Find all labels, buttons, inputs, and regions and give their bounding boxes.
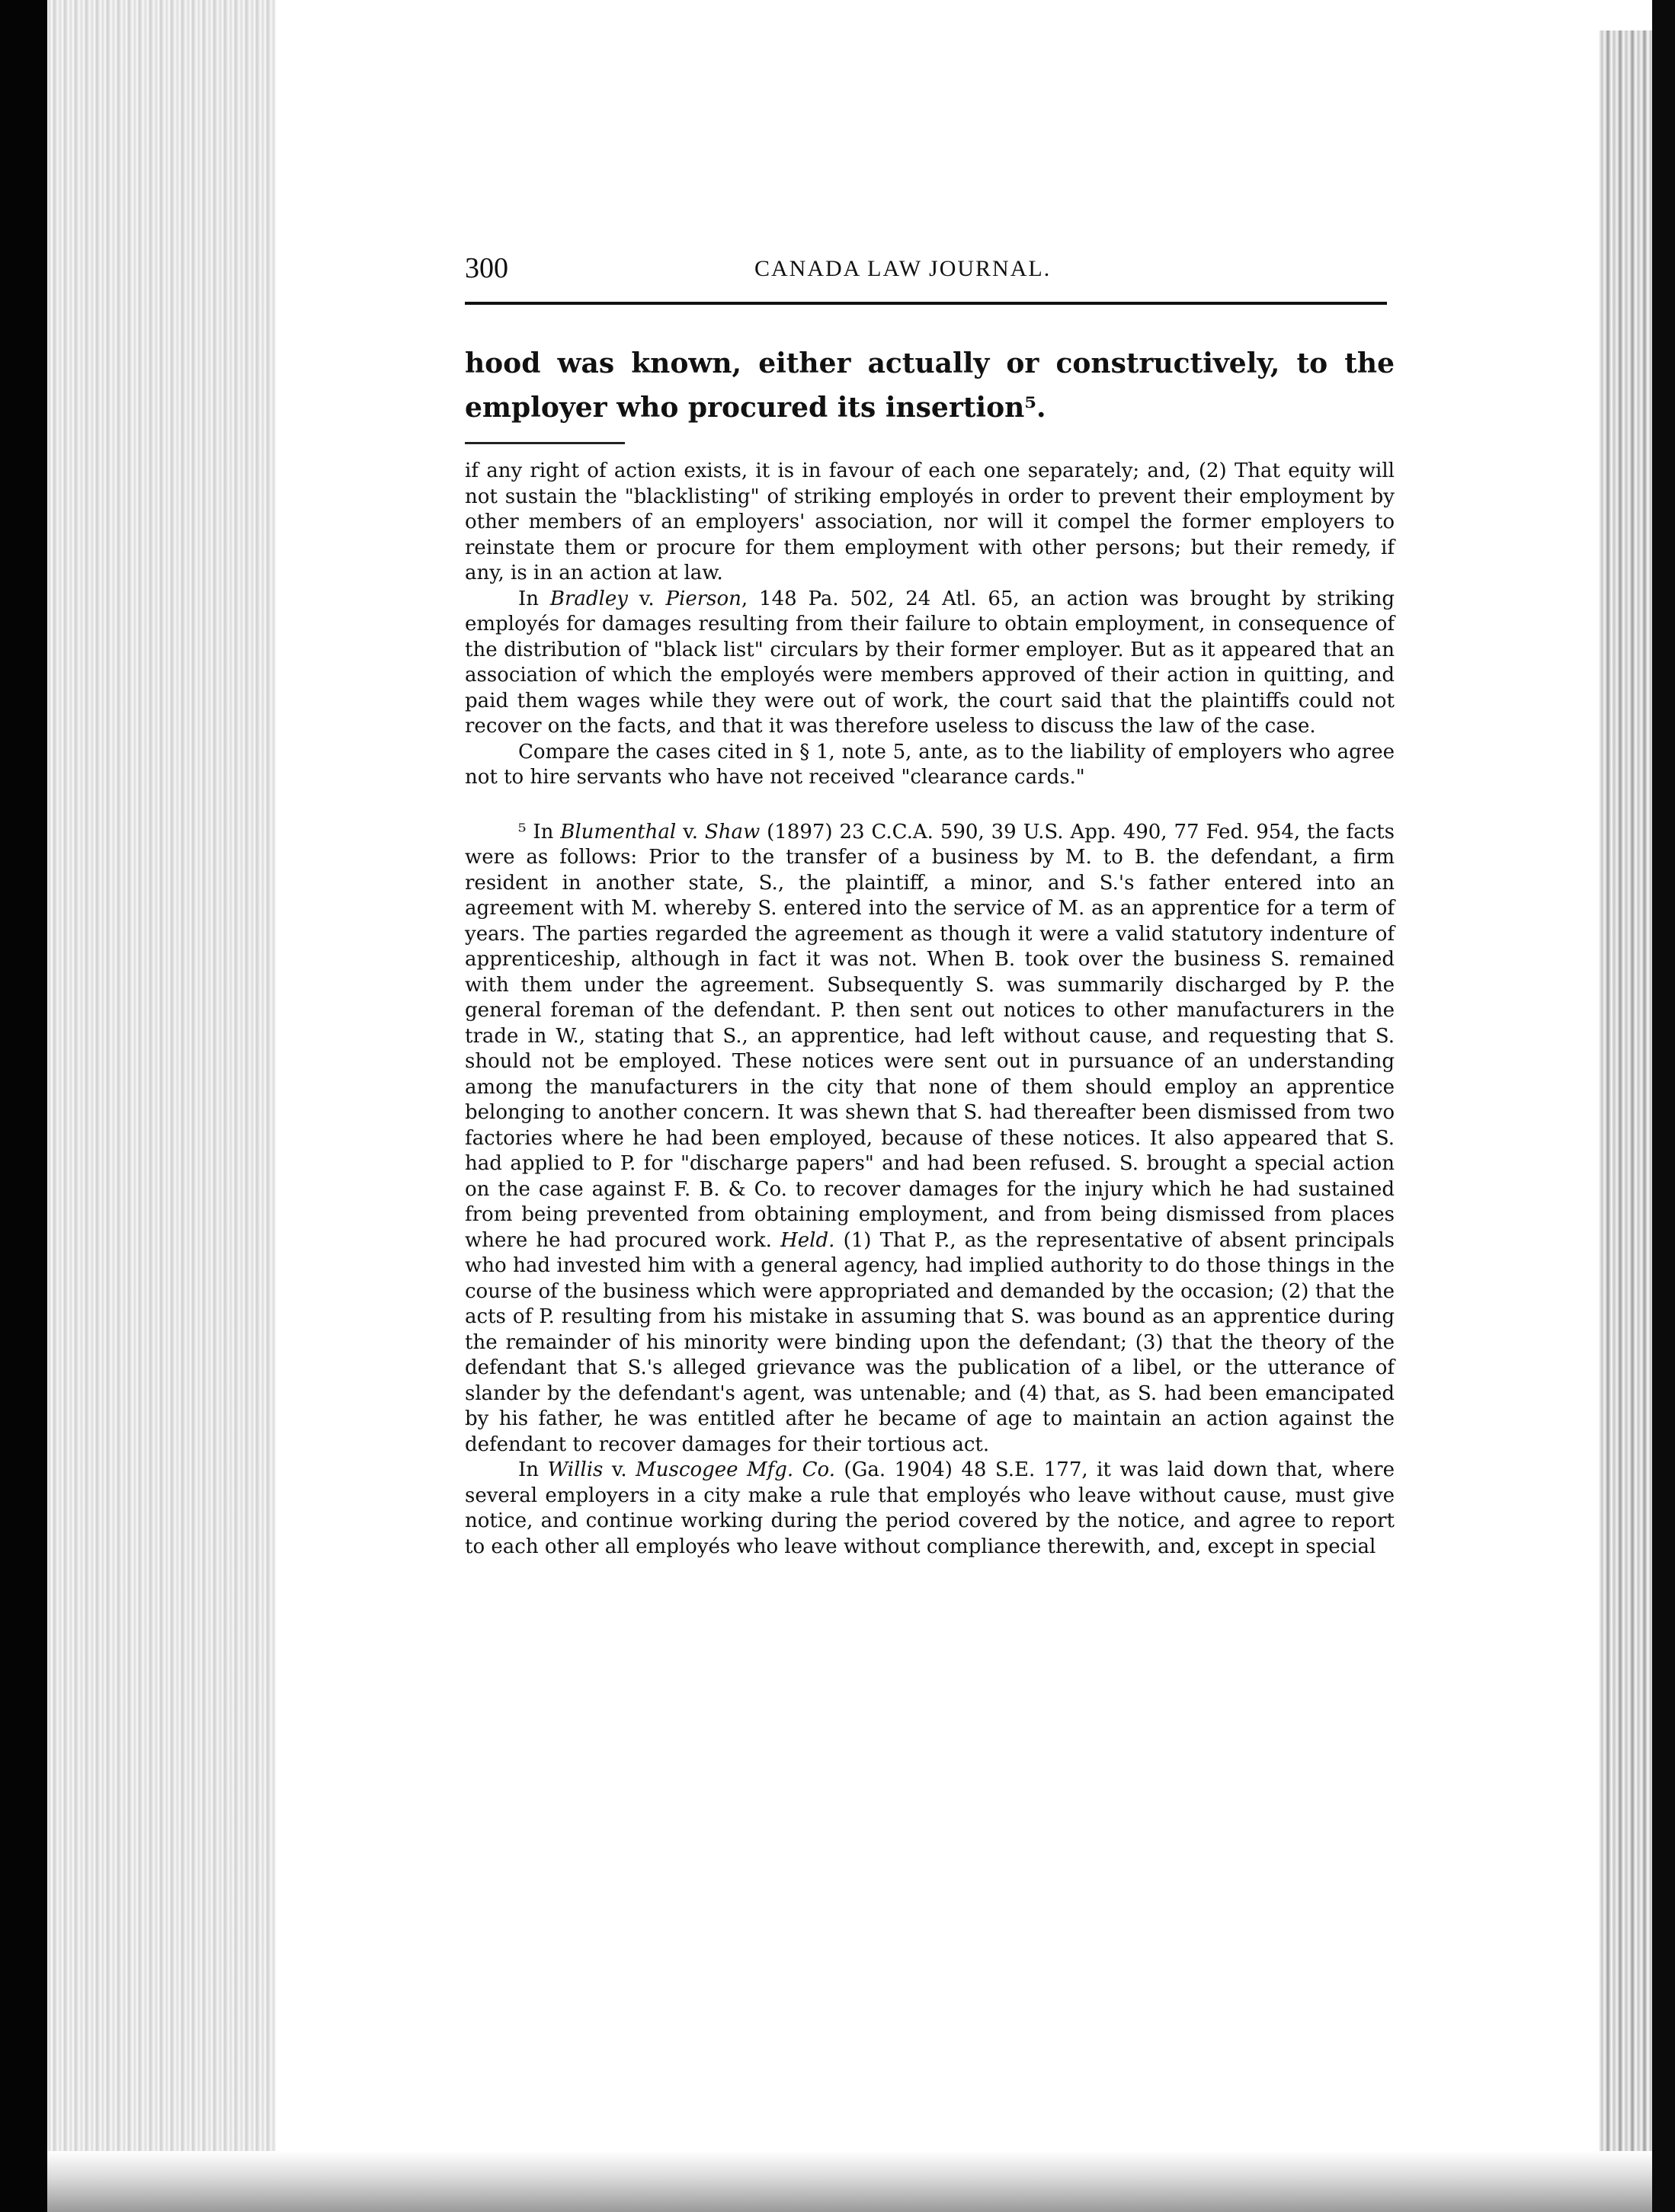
case-name: Muscogee Mfg. Co.: [636, 1458, 835, 1481]
footnote-5: ⁵ In Blumenthal v. Shaw (1897) 23 C.C.A. 590, 39 U.S. App. 490, 77 Fed. 954, the facts were as follows: Prior to the transfer of a business by M. to B. the defendant, a firm resident in another state, S., the plaintiff, a minor, and S.'s father entered into an agreement with M. whereby S. entered into the service of M. as an apprentice for a term of years. The parties regarded the agreement as though it were a valid statutory indenture of apprenticeship, although in fact it was not. When B. took over the business S. remained with them under the agreement. Subsequently S. was summarily discharged by P. the general foreman of the defendant. P. then sent out notices to other manufacturers in the trade in W., stating that S., an apprentice, had left without cause, and requesting that S. should not be employed. These notices were sent out in pursuance of an understanding among the manufacturers in the city that none of them should employ an apprentice belonging to another concern. It was shewn that S. had thereafter been dismissed from two factories where he had been employed, because of these notices. It also appeared that S. had applied to P. for "discharge papers" and had been refused. S. brought a special action on the case against F. B. & Co. to recover damages for the injury which he had sustained from being prevented from obtaining employment, and from being dismissed from places where he had procured work. Held. (1) That P., as the representative of absent principals who had invested him with a general agency, had implied authority to do those things in the course of the business which were appropriated and demanded by the occasion; (2) that the acts of P. resulting from his mistake in assuming that S. was bound as an apprentice during the remainder of his minority were binding upon the defendant; (3) that the theory of the defendant that S.'s alleged grievance was the publication of a libel, or the utterance of slander by the defendant's agent, was untenable; and (4) that, as S. had been emancipated by his father, he was entitled after he became of age to maintain an action against the defendant to recover damages for their tortious act.: [465, 820, 1395, 1456]
case-name: Willis: [547, 1458, 604, 1481]
page-number: 300: [465, 252, 508, 284]
footnote-bradley: In Bradley v. Pierson, 148 Pa. 502, 24 Atl. 65, an action was brought by striking employés for damages resulting from their failure to obtain employment, in consequence of the distribution of "black list" circulars by their former employer. But as it appeared that an association of which the employés were members approved of their action in quitting, and paid them wages while they were out of work, the court said that the plaintiffs could not recover on the facts, and that it was therefore useless to discuss the law of the case.: [465, 587, 1395, 738]
case-name: Shaw: [704, 820, 761, 844]
footnote-rule: [465, 442, 625, 444]
case-name: Blumenthal: [560, 820, 677, 844]
page-edge-left: [47, 0, 276, 2212]
binding-shadow-right: [1652, 0, 1675, 2212]
case-name: Pierson: [665, 587, 741, 610]
binding-shadow-left: [0, 0, 47, 2212]
main-text: hood was known, either actually or constructively, to the employer who procured its insertion⁵.: [465, 347, 1395, 424]
running-title: CANADA LAW JOURNAL.: [754, 256, 1052, 281]
footnotes: [465, 459, 1395, 1560]
book-page: [457, 251, 1395, 1558]
case-name: Bradley: [549, 587, 628, 610]
footnote-compare: Compare the cases cited in § 1, note 5, ante, as to the liability of employers who agree not to hire servants who have not received "clearance cards.": [465, 740, 1395, 789]
page-edge-bottom: [47, 2151, 1652, 2212]
footnote-continuation: if any right of action exists, it is in favour of each one separately; and, (2) That equity will not sustain the "blacklisting" of striking employés in order to prevent their employment by other members of an employers' association, nor will it compel the former employers to reinstate them or procure for them employment with other persons; but their remedy, if any, is in an action at law.: [465, 459, 1395, 584]
held-label: Held.: [780, 1228, 835, 1252]
page-edge-right: [1599, 30, 1652, 2212]
header-rule: [465, 302, 1387, 305]
page-header: [457, 251, 1395, 297]
footnote-willis: In Willis v. Muscogee Mfg. Co. (Ga. 1904) 48 S.E. 177, it was laid down that, where several employers in a city make a rule that employés who leave without cause, must give notice, and continue working during the period covered by the notice, and agree to report to each other all employés who leave without compliance therewith, and, except in special: [465, 1458, 1395, 1558]
